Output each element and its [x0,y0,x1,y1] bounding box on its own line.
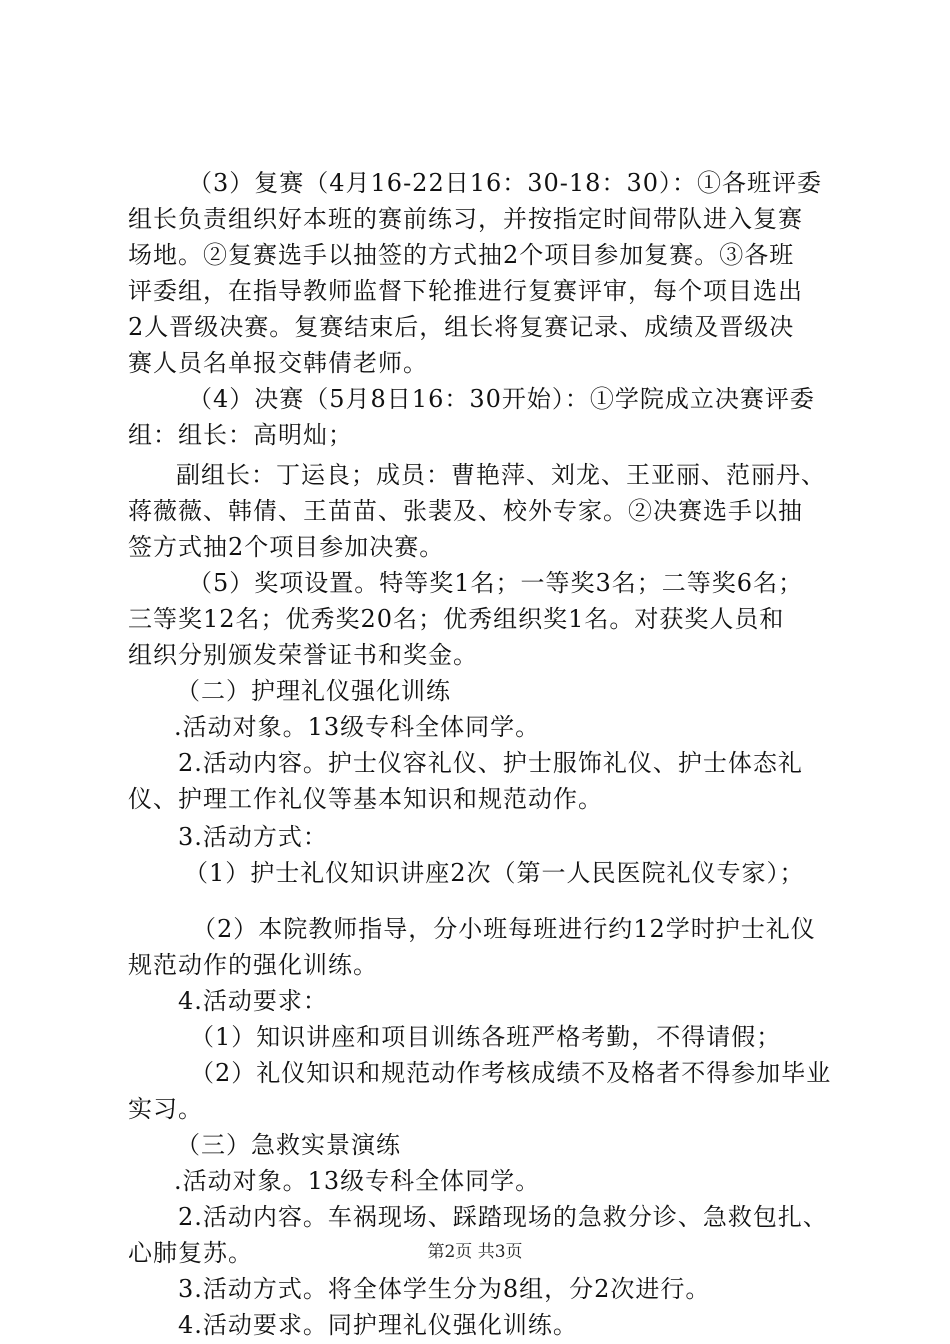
text-line: 2人晋级决赛。复赛结束后，组长将复赛记录、成绩及晋级决 [128,313,795,341]
text-line: 副组长：丁运良；成员：曹艳萍、刘龙、王亚丽、范丽丹、 [176,461,826,489]
text-line: （1）知识讲座和项目训练各班严格考勤，不得请假； [190,1023,782,1051]
text-line: 心肺复苏。 [128,1239,253,1267]
text-line: 4.活动要求： [178,987,328,1015]
text-line: （3）复赛（4月16-22日16：30-18：30）：①各班评委 [188,169,822,197]
text-line: 蒋薇薇、韩倩、王苗苗、张裴及、校外专家。②决赛选手以抽 [128,497,803,525]
text-line: 仪、护理工作礼仪等基本知识和规范动作。 [128,785,603,813]
text-line: 4.活动要求。同护理礼仪强化训练。 [178,1311,578,1339]
text-line: （5）奖项设置。特等奖1名；一等奖3名；二等奖6名； [188,569,804,597]
text-line: （2）本院教师指导，分小班每班进行约12学时护士礼仪 [192,915,816,943]
text-line: 评委组，在指导教师监督下轮推进行复赛评审，每个项目选出 [128,277,803,305]
text-line: 签方式抽2个项目参加决赛。 [128,533,445,561]
text-line: 组长负责组织好本班的赛前练习，并按指定时间带队进入复赛 [128,205,803,233]
text-line: 实习。 [128,1095,203,1123]
text-line: 3.活动方式： [178,823,328,851]
text-line: 赛人员名单报交韩倩老师。 [128,349,428,377]
text-line: 三等奖12名；优秀奖20名；优秀组织奖1名。对获奖人员和 [128,605,785,633]
section-heading: （三）急救实景演练 [176,1131,401,1159]
text-line: 规范动作的强化训练。 [128,951,378,979]
section-heading: （二）护理礼仪强化训练 [176,677,451,705]
text-line: 组：组长：高明灿； [128,421,353,449]
text-line: 2.活动内容。车祸现场、踩踏现场的急救分诊、急救包扎、 [178,1203,828,1231]
text-line: （2）礼仪知识和规范动作考核成绩不及格者不得参加毕业 [190,1059,832,1087]
text-line: 3.活动方式。将全体学生分为8组，分2次进行。 [178,1275,711,1303]
text-line: .活动对象。13级专科全体同学。 [174,713,541,741]
text-line: 2.活动内容。护士仪容礼仪、护士服饰礼仪、护士体态礼 [178,749,803,777]
text-line: 组织分别颁发荣誉证书和奖金。 [128,641,478,669]
text-line: 场地。②复赛选手以抽签的方式抽2个项目参加复赛。③各班 [128,241,795,269]
page-footer: 第2页 共3页 [427,1242,523,1262]
text-line: （1）护士礼仪知识讲座2次（第一人民医院礼仪专家）； [184,859,805,887]
text-line: （4）决赛（5月8日16：30开始）：①学院成立决赛评委 [188,385,815,413]
text-line: .活动对象。13级专科全体同学。 [174,1167,541,1195]
